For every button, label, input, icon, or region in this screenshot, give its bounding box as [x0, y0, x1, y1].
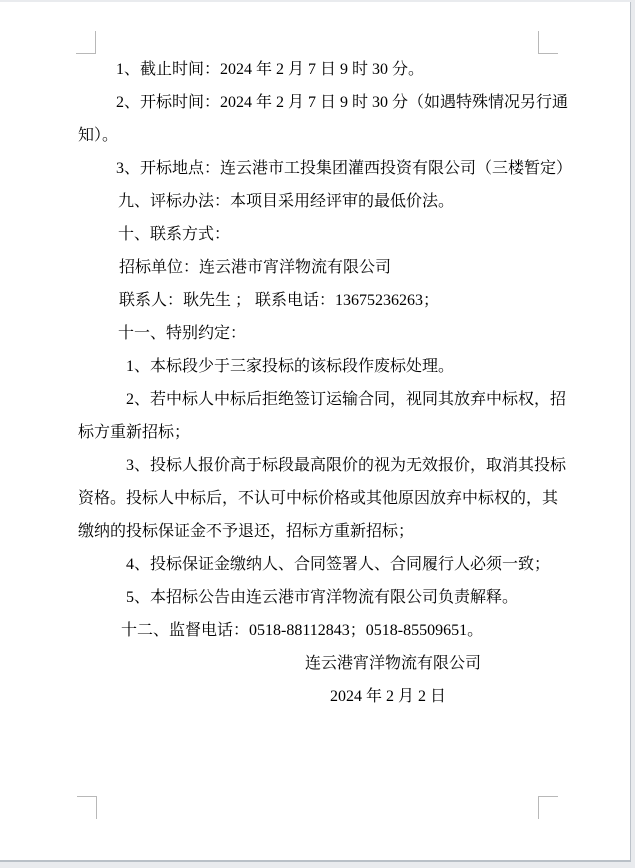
- text-line[interactable]: 2024 年 2 月 2 日: [330, 688, 447, 705]
- text-area[interactable]: [78, 53, 573, 713]
- text-line[interactable]: 4、投标保证金缴纳人、合同签署人、合同履行人必须一致；: [126, 556, 551, 573]
- text-line[interactable]: 十、联系方式：: [118, 226, 231, 243]
- text-line[interactable]: 3、开标地点：连云港市工投集团灌西投资有限公司（三楼暂定）: [116, 160, 573, 177]
- text-line[interactable]: 知）。: [78, 127, 119, 144]
- margin-mark-top-left: [76, 31, 96, 54]
- text-line[interactable]: 标方重新招标；: [78, 424, 191, 441]
- text-line[interactable]: 联系人：耿先生 ； 联系电话：13675236263；: [119, 292, 440, 309]
- text-line[interactable]: 5、本招标公告由连云港市宵洋物流有限公司负责解释。: [126, 589, 519, 606]
- text-line[interactable]: 3、投标人报价高于标段最高限价的视为无效报价，取消其投标: [126, 457, 567, 474]
- text-line[interactable]: 1、截止时间：2024 年 2 月 7 日 9 时 30 分。: [116, 61, 425, 78]
- document-page[interactable]: [0, 2, 631, 862]
- text-line[interactable]: 招标单位：连云港市宵洋物流有限公司: [119, 259, 392, 276]
- text-line[interactable]: 1、本标段少于三家投标的该标段作废标处理。: [126, 358, 455, 375]
- text-line[interactable]: 九、评标办法：本项目采用经评审的最低价法。: [118, 193, 455, 210]
- text-line[interactable]: 十二、监督电话：0518-88112843；0518-85509651。: [121, 622, 484, 639]
- margin-mark-bottom-right: [538, 796, 558, 819]
- text-line[interactable]: 资格。投标人中标后，不认可中标价格或其他原因放弃中标权的，其: [78, 490, 559, 507]
- text-line[interactable]: 缴纳的投标保证金不予退还，招标方重新招标；: [78, 523, 415, 540]
- text-line[interactable]: 2、开标时间：2024 年 2 月 7 日 9 时 30 分（如遇特殊情况另行通: [116, 94, 569, 111]
- text-line[interactable]: 连云港宵洋物流有限公司: [305, 655, 482, 672]
- text-line[interactable]: 2、若中标人中标后拒绝签订运输合同，视同其放弃中标权，招: [126, 391, 567, 408]
- text-line[interactable]: 十一、特别约定：: [118, 325, 247, 342]
- margin-mark-bottom-left: [77, 796, 97, 819]
- margin-mark-top-right: [538, 31, 558, 54]
